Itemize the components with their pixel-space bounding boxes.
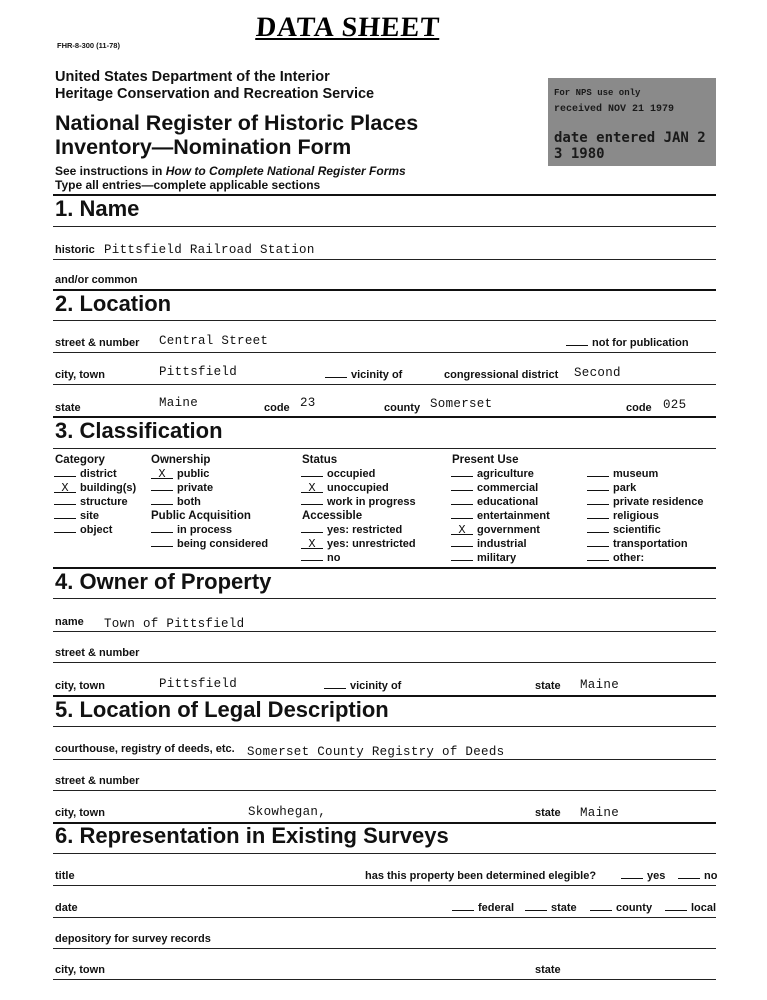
code-label: code — [264, 402, 290, 414]
received-stamp: For NPS use only received NOV 21 1979 date entered JAN 2 3 1980 — [548, 78, 716, 166]
owner-state-field[interactable]: Maine — [580, 678, 620, 692]
county-code-label: code — [626, 402, 652, 414]
city-field[interactable]: Pittsfield — [159, 365, 238, 379]
vicinity-option[interactable]: vicinity of — [325, 369, 402, 381]
state-label: state — [55, 402, 81, 414]
category-title: Category — [55, 454, 105, 466]
section-1-heading: 1. Name — [55, 196, 140, 221]
code-field[interactable]: 23 — [300, 396, 316, 410]
checkbox-other[interactable]: other: — [587, 551, 704, 565]
rule — [53, 631, 716, 632]
rule — [53, 885, 716, 886]
county-code-field[interactable]: 025 — [663, 398, 687, 412]
checkbox-structure[interactable]: structure — [54, 495, 136, 509]
owner-street-label: street & number — [55, 647, 140, 659]
checkbox-district[interactable]: district — [54, 467, 136, 481]
checkbox-site[interactable]: site — [54, 509, 136, 523]
checkbox-museum[interactable]: museum — [587, 467, 704, 481]
legal-state-label: state — [535, 807, 561, 819]
owner-name-label: name — [55, 616, 84, 628]
depository-label: depository for survey records — [55, 933, 211, 945]
eligible-yes-option[interactable]: yes — [621, 870, 665, 882]
historic-name-field[interactable]: Pittsfield Railroad Station — [104, 243, 315, 257]
rule — [53, 320, 716, 321]
form-title-1: National Register of Historic Places — [55, 111, 419, 135]
rule — [53, 226, 716, 227]
owner-city-field[interactable]: Pittsfield — [159, 677, 238, 691]
rule — [53, 759, 716, 760]
section-5-heading: 5. Location of Legal Description — [55, 697, 389, 722]
checkbox-public[interactable]: X public — [151, 467, 213, 481]
checkbox-being-considered[interactable]: being considered — [151, 537, 268, 551]
status-title: Status — [302, 454, 338, 466]
state-option[interactable]: state — [525, 902, 577, 914]
owner-vicinity-option[interactable]: vicinity of — [324, 680, 401, 692]
legal-street-label: street & number — [55, 775, 140, 787]
not-for-publication[interactable]: not for publication — [566, 337, 689, 349]
historic-label: historic — [55, 244, 95, 256]
courthouse-field[interactable]: Somerset County Registry of Deeds — [247, 745, 505, 759]
owner-city-label: city, town — [55, 680, 105, 692]
checkbox-buildings[interactable]: X building(s) — [54, 481, 136, 495]
checkbox-religious[interactable]: religious — [587, 509, 704, 523]
checkbox-park[interactable]: park — [587, 481, 704, 495]
checkbox-yes-unrestricted[interactable]: X yes: unrestricted — [301, 537, 416, 551]
congress-label: congressional district — [444, 369, 559, 381]
instructions-line-2: Type all entries—complete applicable sections — [55, 178, 321, 192]
rule — [53, 598, 716, 599]
federal-option[interactable]: federal — [452, 902, 514, 914]
checkbox-transportation[interactable]: transportation — [587, 537, 704, 551]
rule — [53, 448, 716, 449]
rule — [53, 979, 716, 980]
county-field[interactable]: Somerset — [430, 397, 493, 411]
owner-state-label: state — [535, 680, 561, 692]
present-use-col-2 — [587, 467, 704, 565]
courthouse-label: courthouse, registry of deeds, etc. — [55, 743, 235, 755]
rule — [53, 853, 716, 854]
acquisition-title: Public Acquisition — [151, 510, 251, 522]
county-label: county — [384, 402, 421, 414]
rule — [53, 194, 716, 196]
checkbox-private[interactable]: private — [151, 481, 213, 495]
form-number: FHR-8-300 (11-78) — [57, 41, 120, 50]
rule — [53, 726, 716, 727]
checkbox-object[interactable]: object — [54, 523, 136, 537]
rule — [53, 948, 716, 949]
survey-city-label: city, town — [55, 964, 105, 976]
checkbox-work-in-progress[interactable]: work in progress — [301, 495, 416, 509]
ownership-list — [151, 467, 213, 509]
survey-title-label: title — [55, 870, 75, 882]
data-sheet-stamp: DATA SHEET — [254, 12, 442, 43]
legal-state-field[interactable]: Maine — [580, 806, 620, 820]
checkbox-scientific[interactable]: scientific — [587, 523, 704, 537]
instructions-line-1: See instructions in How to Complete National Register Forms — [55, 164, 406, 178]
survey-date-label: date — [55, 902, 78, 914]
checkbox-unoccupied[interactable]: X unoccupied — [301, 481, 416, 495]
acquisition-list — [151, 523, 268, 551]
eligible-no-option[interactable]: no — [678, 870, 717, 882]
accessible-title: Accessible — [302, 510, 363, 522]
rule — [53, 662, 716, 663]
section-2-heading: 2. Location — [55, 291, 172, 316]
checkbox-military[interactable]: military — [451, 551, 550, 565]
present-use-col-1 — [451, 467, 550, 565]
city-label: city, town — [55, 369, 105, 381]
legal-city-label: city, town — [55, 807, 105, 819]
category-list — [54, 467, 136, 537]
determined-eligible-label: has this property been determined elegible? — [365, 870, 597, 882]
checkbox-commercial[interactable]: commercial — [451, 481, 550, 495]
section-4-heading: 4. Owner of Property — [55, 569, 272, 594]
checkbox-agriculture[interactable]: agriculture — [451, 467, 550, 481]
legal-city-field[interactable]: Skowhegan, — [248, 805, 327, 819]
rule — [53, 917, 716, 918]
owner-name-field[interactable]: Town of Pittsfield — [104, 617, 245, 631]
dept-line-2: Heritage Conservation and Recreation Service — [55, 86, 375, 102]
checkbox-no[interactable]: no — [301, 551, 416, 565]
congress-field[interactable]: Second — [574, 366, 621, 380]
rule — [53, 384, 716, 385]
form-title-2: Inventory—Nomination Form — [55, 135, 352, 159]
rule — [53, 352, 716, 353]
state-field[interactable]: Maine — [159, 396, 199, 410]
checkbox-occupied[interactable]: occupied — [301, 467, 416, 481]
status-list — [301, 467, 416, 509]
checkbox-private-residence[interactable]: private residence — [587, 495, 704, 509]
section-6-heading: 6. Representation in Existing Surveys — [55, 823, 449, 848]
common-name-label: and/or common — [55, 274, 138, 286]
checkbox-government[interactable]: X government — [451, 523, 550, 537]
checkbox-in-process[interactable]: in process — [151, 523, 268, 537]
street-field[interactable]: Central Street — [159, 334, 269, 348]
survey-state-label: state — [535, 964, 561, 976]
dept-line-1: United States Department of the Interior — [55, 69, 330, 85]
present-use-title: Present Use — [452, 454, 519, 466]
rule — [53, 790, 716, 791]
ownership-title: Ownership — [151, 454, 211, 466]
section-3-heading: 3. Classification — [55, 418, 223, 443]
rule — [53, 259, 716, 260]
checkbox-entertainment[interactable]: entertainment — [451, 509, 550, 523]
checkbox-both[interactable]: both — [151, 495, 213, 509]
county-option[interactable]: county — [590, 902, 652, 914]
checkbox-yes-restricted[interactable]: yes: restricted — [301, 523, 416, 537]
checkbox-educational[interactable]: educational — [451, 495, 550, 509]
checkbox-industrial[interactable]: industrial — [451, 537, 550, 551]
local-option[interactable]: local — [665, 902, 716, 914]
street-label: street & number — [55, 337, 140, 349]
accessible-list — [301, 523, 416, 565]
